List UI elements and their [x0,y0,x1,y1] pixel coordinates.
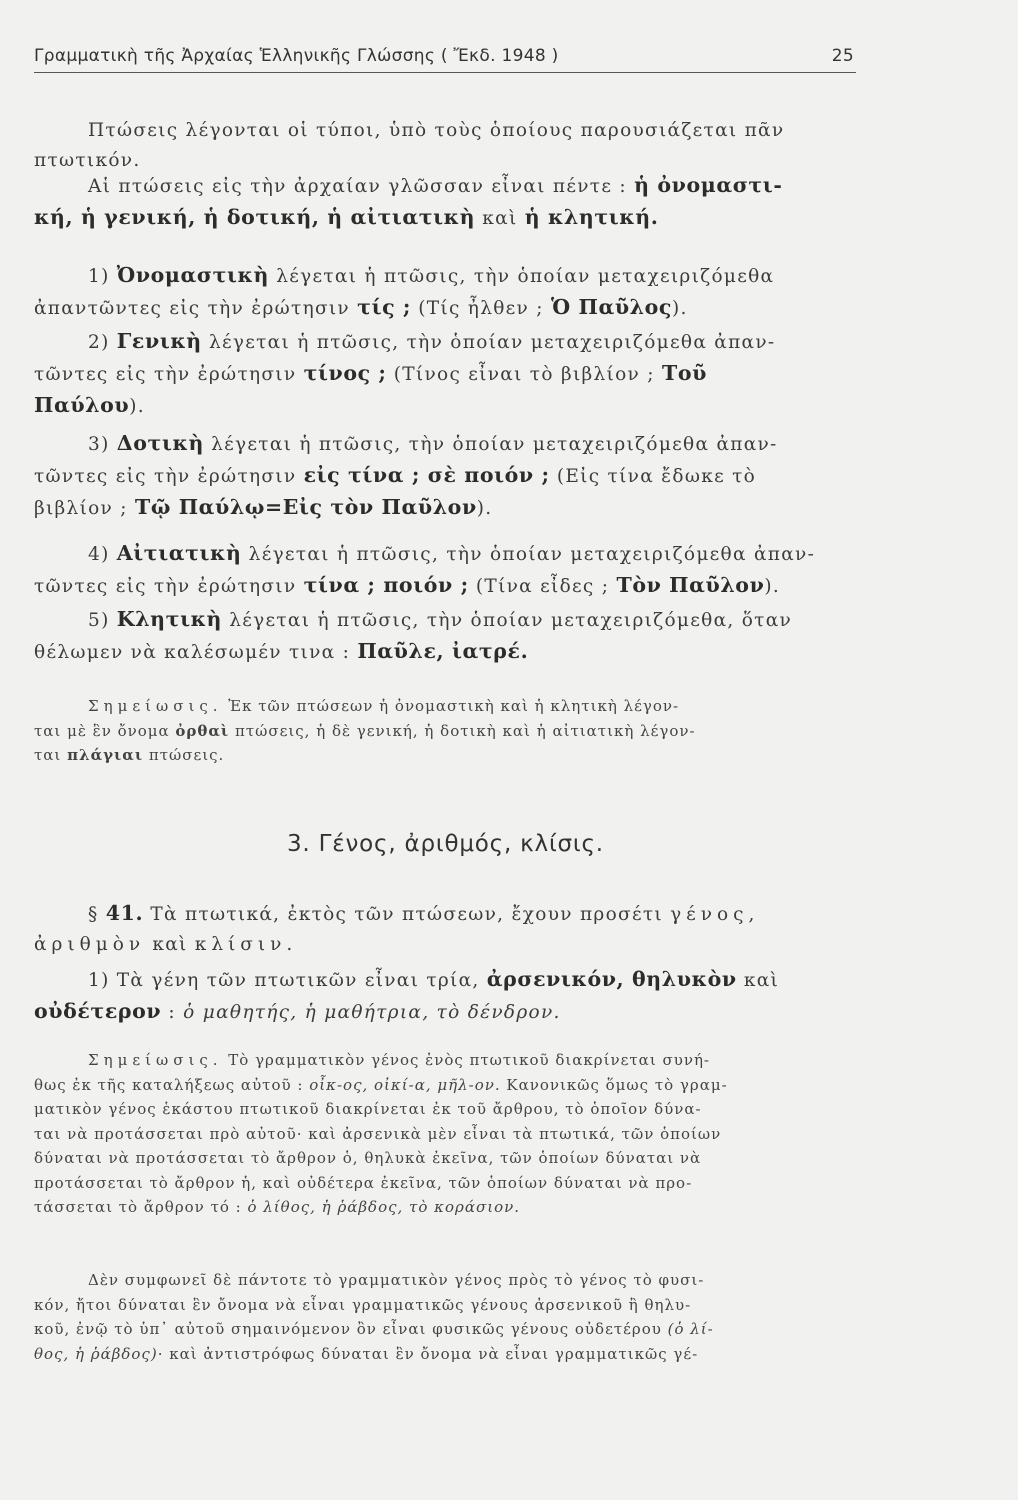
text-span: Τὸ γραμματικὸν γένος ἑνὸς πτωτικοῦ διακρίνεται συνή- [222,1051,710,1069]
text-span: 1) Τὰ γένη τῶν πτωτικῶν εἶναι τρία, [88,970,487,991]
text-span: Κανονικῶς ὅμως τὸ γραμ- [500,1075,728,1094]
text-line: ται νὰ προτάσσεται πρὸ αὐτοῦ· καὶ ἀρσενικὰ μὲν εἶναι τὰ πτωτικά, τῶν ὁποίων [34,1124,722,1143]
text-line: Πτώσεις λέγονται οἱ τύποι, ὑπὸ τοὺς ὁποίους παρουσιάζεται πᾶν [88,120,785,141]
bold-term: Ὀνομαστικὴ [116,263,270,287]
text-span: ται μὲ ἓν ὄνομα [34,721,176,740]
text-span: (Τίνα εἶδες ; [468,576,617,597]
italic-examples: θος, ἡ ῥάβδος) [34,1344,158,1363]
bold-term: Παῦλε, ἰατρέ. [357,639,529,663]
text-span: : [161,1002,184,1023]
text-span: καὶ [736,970,780,991]
text-span: · καὶ ἀντιστρόφως δύναται ἓν ὄνομα νὰ εἶναι γραμματικῶς γέ- [157,1344,699,1363]
bold-term: Ὁ Παῦλος [550,295,672,319]
text-line: πτωτικόν. [34,150,141,171]
text-line: κόν, ἤτοι δύναται ἓν ὄνομα νὰ εἶναι γραμματικῶς γένους ἀρσενικοῦ ἢ θηλυ- [34,1295,692,1314]
note-label: Σημείωσις. [88,1051,223,1069]
paragraph-natural-gender [34,1268,874,1366]
bold-term: κή, ἡ γενική, ἡ δοτική, ἡ αἰτιατικὴ [34,205,476,229]
text-span: θως ἐκ τῆς καταλήξεως αὐτοῦ : [34,1075,310,1094]
text-span: πτώσεις, ἡ δὲ γενική, ἡ δοτικὴ καὶ ἡ αἰτιατικὴ λέγον- [229,721,696,740]
text-span: λέγεται ἡ πτῶσις, τὴν ὁποίαν μεταχειριζόμεθα ἀπαν- [241,544,816,565]
header-rule [34,72,856,73]
bold-term: τίνος ; [303,361,387,385]
paragraph-vocative [34,604,874,668]
bold-term: Τοῦ [661,361,707,385]
text-span: τῶντες εἰς τὴν ἐρώτησιν [34,364,304,385]
bold-term: ἡ ὀνομαστι- [634,173,783,197]
spaced-term: ἀριθμὸν [34,934,146,955]
page-number: 25 [831,46,854,66]
text-span: κοῦ, ἐνῷ τὸ ὑπ᾿ αὐτοῦ σημαινόμενον ὂν εἶναι φυσικῶς γένους οὐδετέρου [34,1320,668,1338]
spaced-term: γένος, [670,904,760,925]
bold-term: Κλητικὴ [116,607,223,631]
text-span: ). [764,576,781,597]
bold-term: οὐδέτερον [34,999,162,1023]
text-span: καὶ [145,934,195,955]
paragraph-41 [34,898,874,960]
text-span: ). [671,298,688,319]
bold-term: Γενικὴ [116,329,202,353]
text-span: 5) [88,610,117,631]
bold-term: ἡ κλητική. [524,205,659,229]
text-line: προτάσσεται τὸ ἄρθρον ἡ, καὶ οὐδέτερα ἐκεῖνα, τῶν ὁποίων δύναται νὰ προ- [34,1173,693,1192]
text-span: λέγεται ἡ πτῶσις, τὴν ὁποίαν μεταχειριζόμεθα ἀπαν- [203,434,778,455]
text-span: (Τίνος εἶναι τὸ βιβλίον ; [386,364,662,385]
paragraph-genders [34,964,874,1028]
note-oblique-cases [34,694,874,768]
bold-term: πλάγιαι [67,746,144,764]
text-span: Ἐκ τῶν πτώσεων ἡ ὀνομαστικὴ καὶ ἡ κλητικὴ λέγον- [222,697,680,715]
text-span: λέγεται ἡ πτῶσις, τὴν ὁποίαν μεταχειριζόμεθα [269,266,775,287]
text-span: 2) [88,332,117,353]
bold-term: Αἰτιατικὴ [116,541,242,565]
bold-term: τίνα ; ποιόν ; [303,573,469,597]
bold-term: Παύλου [34,393,130,417]
paragraph-accusative [34,538,874,602]
text-span: τάσσεται τὸ ἄρθρον τό : [34,1198,248,1216]
bold-term: ὀρθαὶ [175,721,230,740]
text-span: (Τίς ἦλθεν ; [411,298,551,319]
text-line: ματικὸν γένος ἑκάστου πτωτικοῦ διακρίνεται ἐκ τοῦ ἄρθρου, τὸ ὁποῖον δύνα- [34,1100,702,1118]
paragraph-nominative [34,260,874,324]
text-span: λέγεται ἡ πτῶσις, τὴν ὁποίαν μεταχειριζόμεθα ἀπαν- [201,332,776,353]
text-span: τῶντες εἰς τὴν ἐρώτησιν [34,576,304,597]
spaced-term: κλίσιν. [194,934,298,955]
italic-examples: οἶκ-ος, οἰκί-α, μῆλ-ον. [309,1075,501,1094]
paragraph-dative [34,428,874,524]
paragraph-cases-definition [34,116,874,176]
text-span: Τὰ πτωτικά, ἐκτὸς τῶν πτώσεων, ἔχουν προσέτι [143,904,671,925]
note-label: Σημείωσις. [88,697,223,715]
paragraph-five-cases [34,170,874,234]
text-span: ἀπαντῶντες εἰς τὴν ἐρώτησιν [34,298,358,319]
text-span: Αἱ πτώσεις εἰς τὴν ἀρχαίαν γλῶσσαν εἶναι πέντε : [88,176,635,197]
text-span: πτώσεις. [143,746,225,764]
text-span: Δὲν συμφωνεῖ δὲ πάντοτε τὸ γραμματικὸν γένος πρὸς τὸ γένος τὸ φυσι- [88,1271,705,1289]
italic-examples: ὁ μαθητής, ἡ μαθήτρια, τὸ δένδρον. [183,1002,561,1023]
text-line: δύναται νὰ προτάσσεται τὸ ἄρθρον ὁ, θηλυκὰ ἐκεῖνα, τῶν ὁποίων δύναται νὰ [34,1149,702,1167]
paragraph-number: 41. [105,901,144,925]
bold-term: ἀρσενικόν, θηλυκὸν [486,967,737,991]
text-span: (Εἰς τίνα ἔδωκε τὸ [549,466,757,487]
italic-examples: ὁ λίθος, ἡ ῥάβδος, τὸ κοράσιον. [247,1198,521,1216]
bold-term: εἰς τίνα ; σὲ ποιόν ; [303,463,550,487]
paragraph-genitive [34,326,874,422]
bold-term: Τὸν Παῦλον [616,573,765,597]
note-grammatical-gender [34,1048,874,1220]
text-span: ). [476,498,493,519]
text-span: 3) [88,434,117,455]
running-header [34,46,854,74]
bold-term: Τῷ Παύλῳ=Εἰς τὸν Παῦλον [135,495,477,519]
section-title: 3. Γένος, ἀριθμός, κλίσις. [287,831,604,857]
text-span: λέγεται ἡ πτῶσις, τὴν ὁποίαν μεταχειριζόμεθα, ὅταν [222,610,793,631]
italic-examples: (ὁ λί- [667,1320,714,1338]
running-title: Γραμματικὴ τῆς Ἀρχαίας Ἑλληνικῆς Γλώσσης ( Ἔκδ. 1948 ) [34,46,559,66]
text-span: καὶ [475,208,525,229]
text-span: θέλωμεν νὰ καλέσωμέν τινα : [34,642,358,663]
bold-term: Δοτικὴ [116,431,204,455]
text-span: ται [34,746,68,764]
text-span: ). [129,396,145,417]
text-span: § [88,904,106,925]
text-span: βιβλίον ; [34,498,136,519]
text-span: 1) [88,266,117,287]
bold-term: τίς ; [357,295,412,319]
text-span: τῶντες εἰς τὴν ἐρώτησιν [34,466,304,487]
text-span: 4) [88,544,117,565]
